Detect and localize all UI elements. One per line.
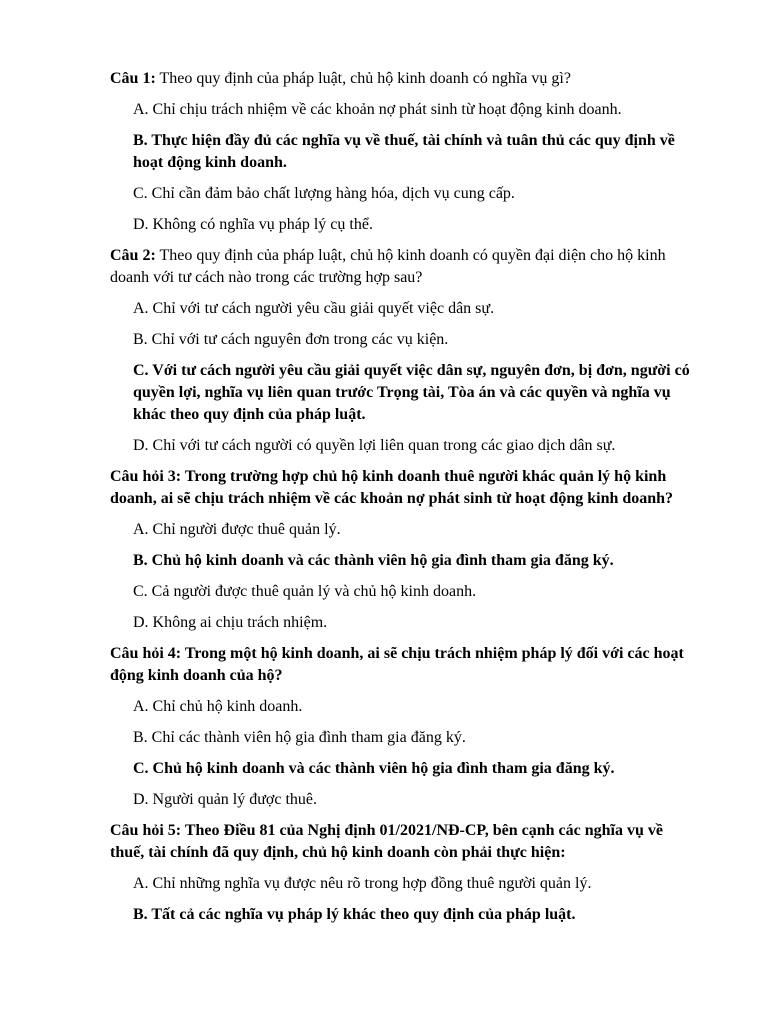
- question-3-label: Câu hỏi 3:: [110, 468, 182, 485]
- question-5-label: Câu hỏi 5:: [110, 822, 182, 839]
- question-4-option-d: D. Người quản lý được thuê.: [133, 791, 318, 808]
- question-4-option-b: B. Chỉ các thành viên hộ gia đình tham gia đăng ký.: [133, 729, 466, 746]
- question-1-option-d: D. Không có nghĩa vụ pháp lý cụ thể.: [133, 216, 373, 233]
- question-2-option-b: B. Chỉ với tư cách nguyên đơn trong các vụ kiện.: [133, 331, 449, 348]
- question-3-option-b: B. Chủ hộ kinh doanh và các thành viên hộ gia đình tham gia đăng ký.: [133, 552, 614, 569]
- question-4-label: Câu hỏi 4:: [110, 645, 182, 662]
- question-2-option-d: D. Chỉ với tư cách người có quyền lợi liên quan trong các giao dịch dân sự.: [133, 437, 616, 454]
- question-1-option-b: B. Thực hiện đầy đủ các nghĩa vụ về thuế, tài chính và tuân thủ các quy định về hoạt động kinh doanh.: [133, 132, 675, 171]
- question-1-text: Theo quy định của pháp luật, chủ hộ kinh doanh có nghĩa vụ gì?: [155, 70, 571, 87]
- question-3-option-a: A. Chỉ người được thuê quản lý.: [133, 521, 341, 538]
- question-5-option-b: B. Tất cả các nghĩa vụ pháp lý khác theo quy định của pháp luật.: [133, 906, 576, 923]
- question-1: [110, 68, 700, 90]
- question-1-option-c: C. Chỉ cần đảm bảo chất lượng hàng hóa, dịch vụ cung cấp.: [133, 185, 515, 202]
- question-4-text: Trong một hộ kinh doanh, ai sẽ chịu trách nhiệm pháp lý đối với các hoạt động kinh doanh của hộ?: [110, 645, 684, 684]
- question-3-option-d: D. Không ai chịu trách nhiệm.: [133, 614, 328, 631]
- question-3-text: Trong trường hợp chủ hộ kinh doanh thuê người khác quản lý hộ kinh doanh, ai sẽ chịu trách nhiệm về các khoản nợ phát sinh từ hoạt động kinh doanh?: [110, 468, 674, 507]
- question-3-option-c: C. Cả người được thuê quản lý và chủ hộ kinh doanh.: [133, 583, 477, 600]
- question-5-text: Theo Điều 81 của Nghị định 01/2021/NĐ-CP, bên cạnh các nghĩa vụ về thuế, tài chính đã quy định, chủ hộ kinh doanh còn phải thực hiện:: [110, 822, 663, 861]
- question-2-label: Câu 2:: [110, 247, 156, 264]
- question-1-label: Câu 1:: [110, 70, 156, 87]
- question-2: [110, 245, 700, 289]
- question-5-option-a: A. Chỉ những nghĩa vụ được nêu rõ trong hợp đồng thuê người quản lý.: [133, 875, 592, 892]
- question-2-option-a: A. Chỉ với tư cách người yêu cầu giải quyết việc dân sự.: [133, 300, 495, 317]
- question-5: [110, 820, 700, 864]
- question-1-option-a: A. Chỉ chịu trách nhiệm về các khoản nợ phát sinh từ hoạt động kinh doanh.: [133, 101, 622, 118]
- question-4-option-a: A. Chỉ chủ hộ kinh doanh.: [133, 698, 303, 715]
- question-2-text: Theo quy định của pháp luật, chủ hộ kinh doanh có quyền đại diện cho hộ kinh doanh với tư cách nào trong các trường hợp sau?: [110, 247, 666, 286]
- document-page: [110, 68, 700, 935]
- question-4-option-c: C. Chủ hộ kinh doanh và các thành viên hộ gia đình tham gia đăng ký.: [133, 760, 615, 777]
- question-4: [110, 643, 700, 687]
- question-2-option-c: C. Với tư cách người yêu cầu giải quyết việc dân sự, nguyên đơn, bị đơn, người có quyền lợi, nghĩa vụ liên quan trước Trọng tài, Tòa án và các quyền và nghĩa vụ khác theo quy định của pháp luật.: [133, 362, 690, 423]
- question-3: [110, 466, 700, 510]
